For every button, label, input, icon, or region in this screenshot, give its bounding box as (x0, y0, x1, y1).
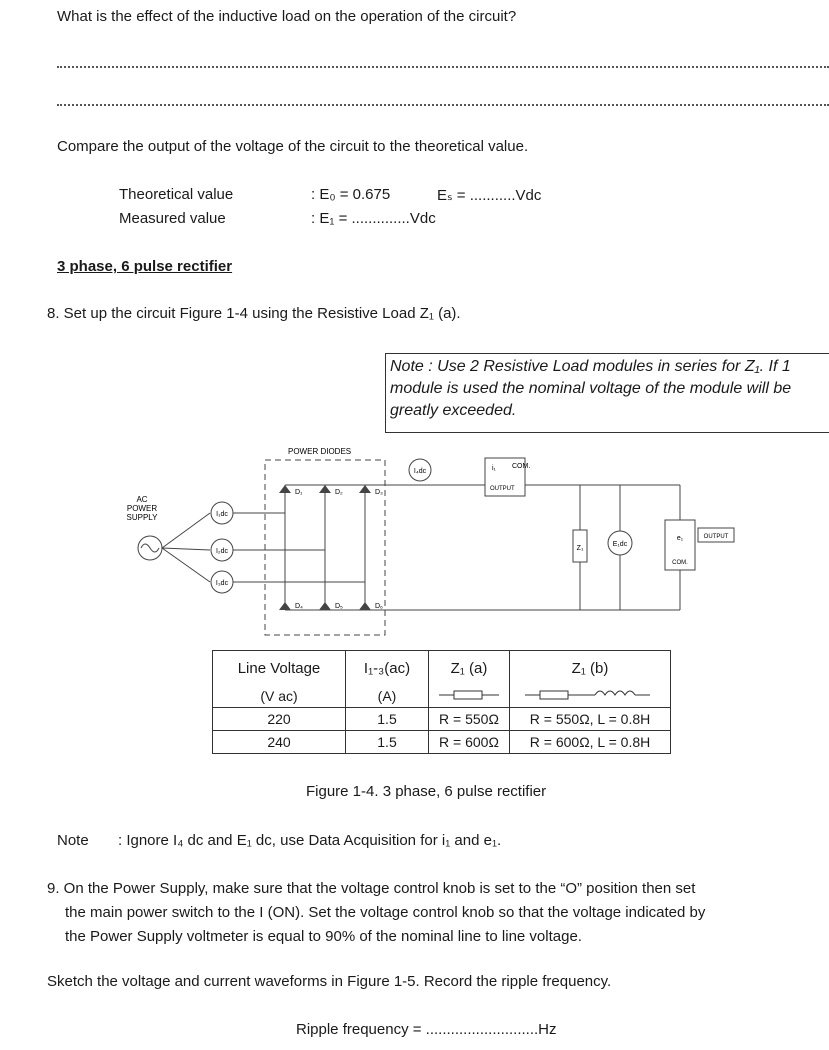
row1-z1a: R = 550Ω (429, 708, 510, 731)
output-label-2: OUTPUT (703, 534, 729, 540)
answer-line-1 (57, 66, 829, 68)
row2-z1a: R = 600Ω (429, 731, 510, 754)
step-9-line-3: the Power Supply voltmeter is equal to 90% of the nominal line to line voltage. (65, 928, 582, 945)
ac-label-1: AC (136, 495, 148, 504)
parameter-table (212, 650, 671, 754)
step-8: 8. Set up the circuit Figure 1-4 using the Resistive Load Z₁ (a). (47, 305, 461, 322)
header-line-voltage: Line Voltage (213, 651, 346, 686)
header-z1a: Z₁ (a) (429, 651, 510, 686)
ripple-frequency: Ripple frequency = ...........................Hz (296, 1021, 557, 1038)
row1-z1b: R = 550Ω, L = 0.8H (510, 708, 671, 731)
theoretical-label: Theoretical value (119, 186, 234, 203)
circuit-diagram (120, 440, 760, 650)
resistor-inductor-icon (525, 689, 655, 701)
step-9-line-1: 9. On the Power Supply, make sure that the voltage control knob is set to the “O” position then set (47, 880, 696, 897)
diode-d4: D₄ (295, 603, 303, 610)
header-z1b: Z₁ (b) (510, 651, 671, 686)
meter-i3dc: I₃dc (215, 580, 229, 587)
output-label-1: OUTPUT (490, 486, 515, 492)
voltage-e1-label: e₁ (676, 535, 684, 542)
compare-instruction: Compare the output of the voltage of the circuit to the theoretical value. (57, 138, 529, 155)
resistor-icon (439, 689, 499, 701)
diode-d5: D₅ (335, 603, 343, 610)
meter-i2dc: I₂dc (215, 548, 229, 555)
com-label-2: COM. (672, 560, 688, 566)
diode-d1: D₁ (295, 489, 303, 496)
diode-d3: D₃ (375, 489, 383, 496)
figure-caption: Figure 1-4. 3 phase, 6 pulse rectifier (306, 783, 547, 800)
note-box (385, 353, 829, 433)
row1-current: 1.5 (346, 708, 429, 731)
unit-vac: (V ac) (213, 685, 346, 708)
note-box-text: Note : Use 2 Resistive Load modules in series for Z₁. If 1 module is used the nominal voltage of the module will be greatly exceeded. (390, 358, 792, 419)
ac-label-2: POWER (126, 504, 158, 513)
row2-voltage: 240 (213, 731, 346, 754)
theoretical-es: Eₛ = ...........Vdc (437, 187, 542, 204)
answer-line-2 (57, 104, 829, 106)
measured-e1: : E₁ = ..............Vdc (311, 210, 436, 227)
symbol-resistor (429, 685, 510, 708)
meter-e1dc: E₁dc (612, 541, 628, 548)
row2-z1b: R = 600Ω, L = 0.8H (510, 731, 671, 754)
unit-a: (A) (346, 685, 429, 708)
theoretical-eo: : E₀ = 0.675 (311, 186, 391, 203)
diode-d6: D₆ (375, 603, 383, 610)
header-current: I₁-₃(ac) (346, 651, 429, 686)
sketch-instruction: Sketch the voltage and current waveforms in Figure 1-5. Record the ripple frequency. (47, 973, 612, 990)
meter-i1dc: I₁dc (216, 511, 228, 518)
question-inductive-load: What is the effect of the inductive load on the operation of the circuit? (57, 8, 517, 25)
symbol-rl (510, 685, 671, 708)
section-heading: 3 phase, 6 pulse rectifier (57, 258, 233, 275)
power-diodes-label: POWER DIODES (288, 447, 352, 456)
row2-current: 1.5 (346, 731, 429, 754)
diode-d2: D₂ (335, 489, 343, 496)
z1-label: Z₁ (576, 545, 584, 552)
meter-i4dc: I₄dc (413, 468, 427, 475)
measured-label: Measured value (119, 210, 226, 227)
current-i1-label: i₁ (492, 465, 496, 472)
ac-label-3: SUPPLY (126, 513, 158, 522)
step-9-line-2: the main power switch to the I (ON). Set the voltage control knob so that the voltage indicated by (65, 904, 706, 921)
row1-voltage: 220 (213, 708, 346, 731)
note-text: : Ignore I₄ dc and E₁ dc, use Data Acquisition for i₁ and e₁. (118, 832, 502, 849)
note-label: Note (57, 832, 89, 849)
com-label: COM. (512, 463, 531, 470)
